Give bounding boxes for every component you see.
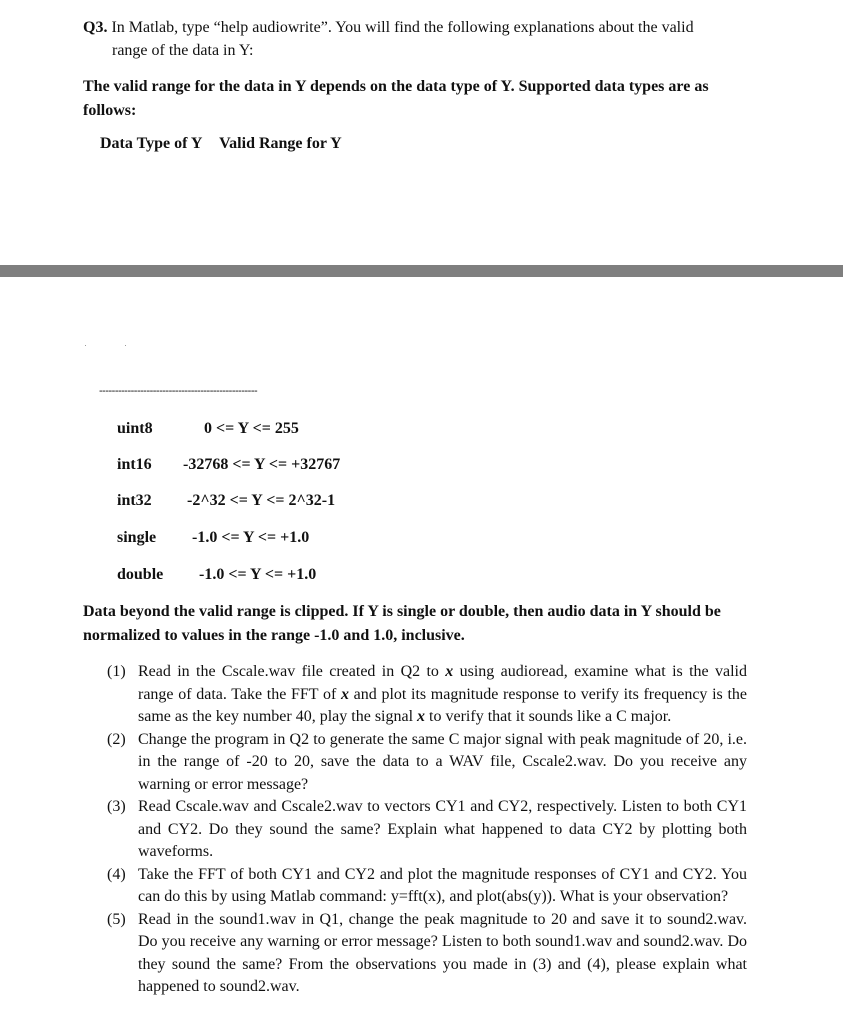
intro-line-1: In Matlab, type “help audiowrite”. You will find the following explanations about the valid [111,19,694,36]
task-text: to verify that it sounds like a C major. [425,708,672,725]
stray-mark [85,345,86,346]
task-number: (1) [107,663,126,680]
task-number: (2) [107,730,126,748]
page-divider [0,265,843,277]
task-text: using audioread, examine what is the valid range of data. Take the FFT of [138,663,747,703]
dash-separator: -------------------------------------------------- [99,385,258,397]
question-intro [83,16,763,62]
task-text: Change the program in Q2 to generate the same C major signal with peak magnitude of 20, i.e. in the range of -20 to 20, save the data to a WAV file, Cscale2.wav. Do you receive any warning or error message? [138,730,747,793]
task-text: Take the FFT of both CY1 and CY2 and plot the magnitude responses of CY1 and CY2. You can do this by using Matlab command: y=fft(x), and plot(abs(y)). What is your observation? [138,865,747,905]
table-row-range: -1.0 <= Y <= +1.0 [192,529,310,546]
variable-x: x [445,663,454,680]
valid-range-note: The valid range for the data in Y depends on the data type of Y. Supported data types are as follows: [83,78,709,119]
task-text: Read in the Cscale.wav file created in Q2 to [138,663,446,680]
table-row-type: int16 [117,456,152,473]
table-row-range: -32768 <= Y <= +32767 [183,456,341,473]
clip-note: Data beyond the valid range is clipped. If Y is single or double, then audio data in Y should be normalized to values in the range -1.0 and 1.0, inclusive. [83,603,721,644]
task-text: Read in the sound1.wav in Q1, change the peak magnitude to 20 and save it to sound2.wav. Do you receive any warning or error message? Listen to both sound1.wav and sound2.wav. Do they sound the same? From the observations you made in (3) and (4), please explain what happened to sound2.wav. [138,910,747,995]
table-row-range: -1.0 <= Y <= +1.0 [199,566,317,583]
list-item [107,729,747,797]
header-data-type: Data Type of Y [100,135,203,152]
variable-x: x [340,685,349,703]
task-text: Read Cscale.wav and Cscale2.wav to vectors CY1 and CY2, respectively. Listen to both CY1 and CY2. Do they sound the same? Explain what happened to data CY2 by plotting both waveforms. [138,798,747,860]
list-item [107,909,747,999]
table-row-type: uint8 [117,420,153,437]
variable-x: x [417,708,426,725]
task-text: and plot its magnitude response to verify its frequency is the same as the key number 40, play the signal [138,685,748,725]
header-valid-range: Valid Range for Y [219,135,342,152]
list-item [107,796,747,864]
task-number: (5) [107,910,126,928]
table-header [100,135,355,153]
table-row-type: single [117,529,157,546]
stray-mark [125,345,126,346]
table-row-range: 0 <= Y <= 255 [204,420,299,437]
list-item [107,864,747,909]
task-number: (3) [107,798,126,815]
task-list [107,661,747,999]
intro-line-2: range of the data in Y: [112,42,254,59]
question-number: Q3. [83,19,108,36]
table-row-type: int32 [117,492,152,509]
table-row-type: double [117,566,164,583]
list-item [107,661,747,729]
table-row-range: -2^32 <= Y <= 2^32-1 [187,492,336,509]
task-number: (4) [107,865,126,883]
